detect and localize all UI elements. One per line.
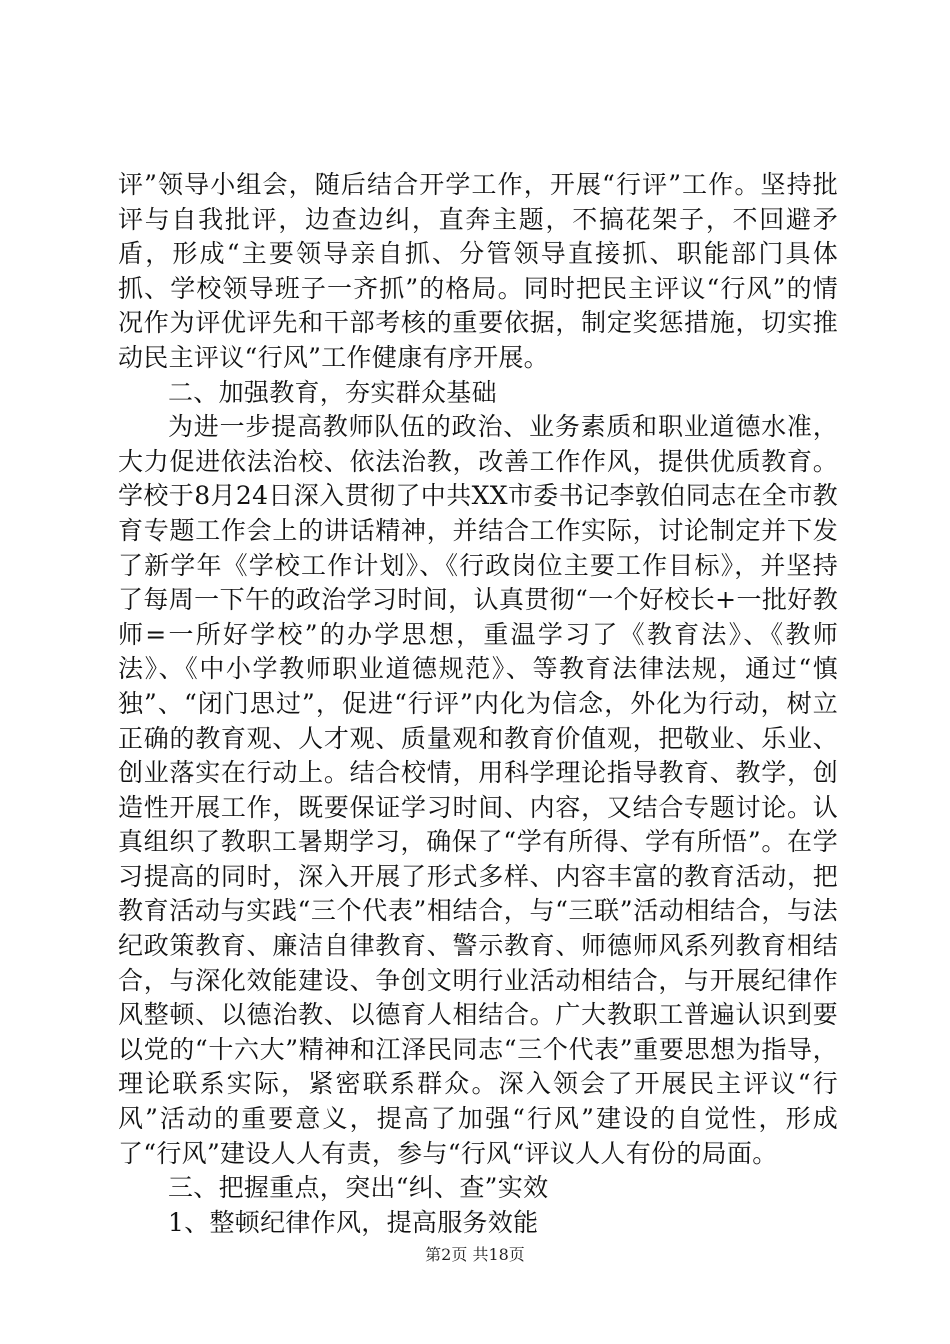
page-footer: 第2页 共18页 (425, 1245, 525, 1264)
paragraph-continuation: 评”领导小组会，随后结合开学工作，开展“行评”工作。坚持批评与自我批评，边查边纠，直奔主题，不搞花架子，不回避矛盾，形成“主要领导亲自抓、分管领导直接抓、职能部门具体抓、学校领导班子一齐抓”的格局。同时把民主评议“行风”的情况作为评优评先和干部考核的重要依据，制定奖惩措施，切实推动民主评议“行风”工作健康有序开展。 (118, 170, 838, 372)
section-heading-3: 三、把握重点，突出“纠、查”实效 (168, 1173, 549, 1203)
document-body (118, 168, 838, 1240)
paragraph-education: 为进一步提高教师队伍的政治、业务素质和职业道德水准，大力促进依法治校、依法治教，改善工作作风，提供优质教育。学校于8月24日深入贯彻了中共XX市委书记李敦伯同志在全市教育专题工作会上的讲话精神，并结合工作实际，讨论制定并下发了新学年《学校工作计划》、《行政岗位主要工作目标》，并坚持了每周一下午的政治学习时间，认真贯彻“一个好校长+一批好教师=一所好学校”的办学思想，重温学习了《教育法》、《教师法》、《中小学教师职业道德规范》、等教育法律法规，通过“慎独”、“闭门思过”，促进“行评”内化为信念，外化为行动，树立正确的教育观、人才观、质量观和教育价值观，把敬业、乐业、创业落实在行动上。结合校情，用科学理论指导教育、教学，创造性开展工作，既要保证学习时间、内容，又结合专题讨论。认真组织了教职工暑期学习，确保了“学有所得、学有所悟”。在学习提高的同时，深入开展了形式多样、内容丰富的教育活动，把教育活动与实践“三个代表”相结合，与“三联”活动相结合，与法纪政策教育、廉洁自律教育、警示教育、师德师风系列教育相结合，与深化效能建设、争创文明行业活动相结合，与开展纪律作风整顿、以德治教、以德育人相结合。广大教职工普遍认识到要以党的“十六大”精神和江泽民同志“三个代表”重要思想为指导，理论联系实际，紧密联系群众。深入领会了开展民主评议“行风”活动的重要意义，提高了加强“行风”建设的自觉性，形成了“行风”建设人人有责，参与“行风“评议人人有份的局面。 (118, 412, 838, 1168)
section-heading-2: 二、加强教育，夯实群众基础 (168, 377, 497, 407)
subsection-heading-1: 1、整顿纪律作风，提高服务效能 (168, 1207, 539, 1237)
